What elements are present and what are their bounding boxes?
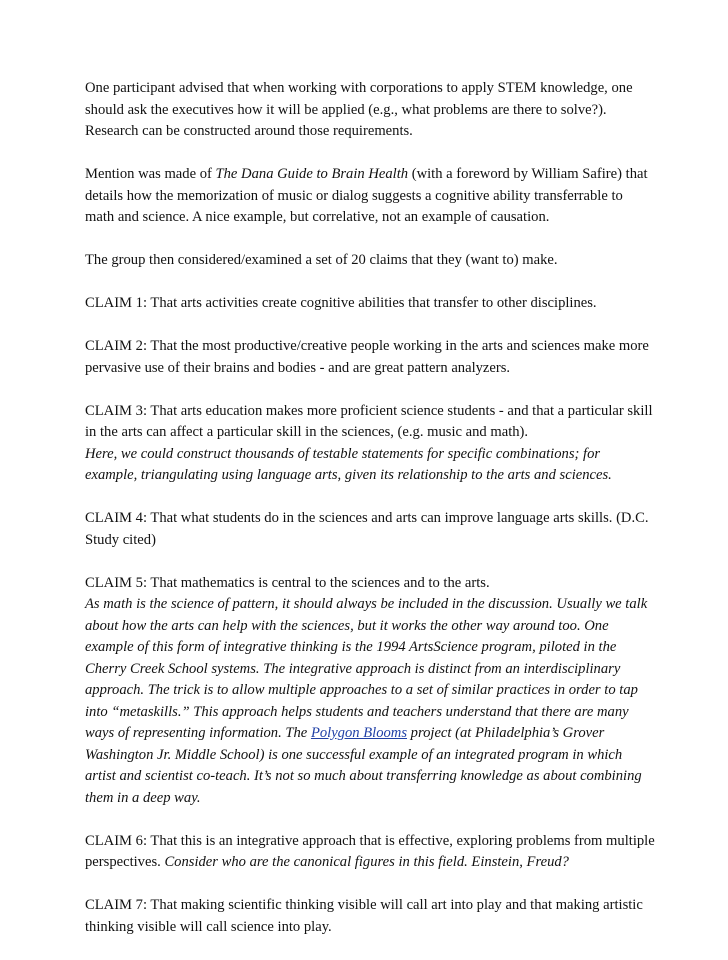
text-run: As math is the science of pattern, it should always be included in the discussion. Usually we talk about how the arts can help with the sciences, but it works the other way around too. One example of this form of integrative thinking is the 1994 ArtsScience program, piloted in the Cherry Creek School systems. The integrative approach is distinct from an interdisciplinary approach. The trick is to allow multiple approaches to a set of similar practices in order to tap into “metaskills.” This approach helps students and teachers understand that there are many ways of representing information. The bbox=[85, 596, 648, 741]
text-run: Mention was made of bbox=[85, 166, 216, 182]
polygon-blooms-link[interactable]: Polygon Blooms bbox=[310, 725, 408, 741]
claim-note bbox=[85, 594, 655, 809]
claim-6 bbox=[85, 831, 655, 874]
claim-1 bbox=[85, 293, 655, 315]
claim-5 bbox=[85, 573, 655, 810]
paragraph-dana-guide bbox=[85, 164, 655, 229]
claim-note: Here, we could construct thousands of testable statements for specific combinations; for example, triangulating using language arts, given its relationship to the arts and sciences. bbox=[85, 445, 612, 483]
claim-4 bbox=[85, 508, 655, 551]
paragraph-stem-advice bbox=[85, 78, 655, 143]
claim-text bbox=[85, 831, 655, 874]
text-run: project (at Philadelphia’s Grover Washington Jr. Middle School) is one successful example of an integrated program in which artist and scientist co-teach. It’s not so much about transferring knowledge as about combining them in a deep way. bbox=[85, 725, 642, 806]
claim-note: Consider who are the canonical figures in this field. Einstein, Freud? bbox=[164, 854, 569, 870]
paragraph-text: One participant advised that when working with corporations to apply STEM knowledge, one should ask the executives how it will be applied (e.g., what problems are there to solve?). Research can be constructed around those requirements. bbox=[85, 80, 633, 139]
claim-text: CLAIM 4: That what students do in the sciences and arts can improve language arts skills. (D.C. Study cited) bbox=[85, 510, 649, 548]
claim-text: CLAIM 5: That mathematics is central to the sciences and to the arts. bbox=[85, 574, 490, 591]
claim-text: CLAIM 3: That arts education makes more proficient science students - and that a particular skill in the arts can affect a particular skill in the sciences, (e.g. music and math). bbox=[85, 402, 653, 440]
text-run: (with a foreword by William Safire) that details how the memorization of music or dialog suggests a cognitive ability transferrable to math and science. A nice example, but correlative, not an example of causation. bbox=[85, 166, 648, 225]
claim-3 bbox=[85, 401, 655, 487]
claim-text: CLAIM 1: That arts activities create cognitive abilities that transfer to other disciplines. bbox=[85, 295, 597, 311]
claim-7 bbox=[85, 895, 655, 938]
paragraph-text: The group then considered/examined a set of 20 claims that they (want to) make. bbox=[85, 252, 558, 268]
book-title: The Dana Guide to Brain Health bbox=[215, 166, 409, 182]
paragraph-text bbox=[85, 164, 655, 229]
claim-2 bbox=[85, 336, 655, 379]
document-page bbox=[85, 78, 655, 960]
paragraph-claims-intro bbox=[85, 250, 655, 272]
claim-text: CLAIM 7: That making scientific thinking visible will call art into play and that making artistic thinking visible will call science into play. bbox=[85, 897, 643, 935]
claim-text: CLAIM 2: That the most productive/creative people working in the arts and sciences make more pervasive use of their brains and bodies - and are great pattern analyzers. bbox=[85, 338, 649, 376]
text-run: CLAIM 6: That this is an integrative approach that is effective, exploring problems from multiple perspectives. bbox=[85, 832, 655, 870]
